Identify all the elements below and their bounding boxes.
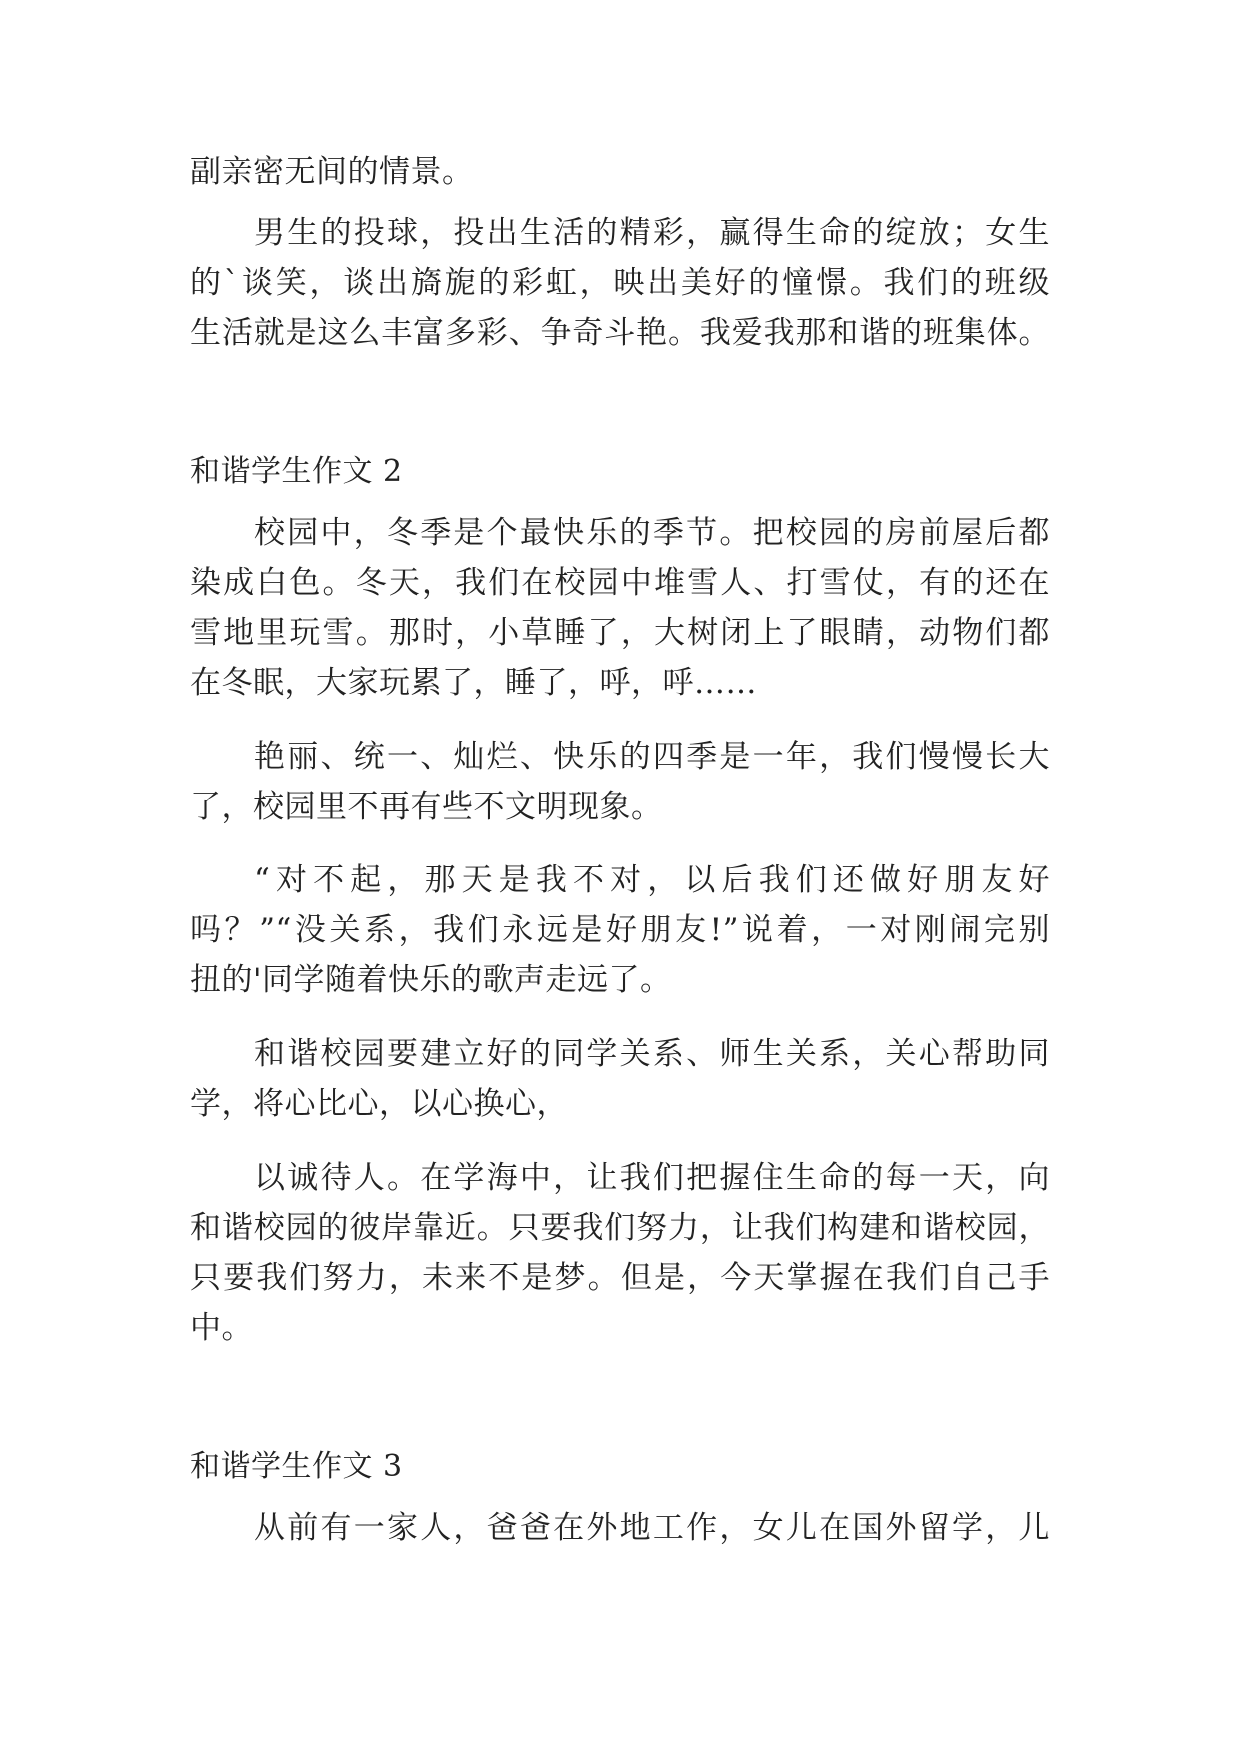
- text-line: 中。: [190, 1310, 253, 1346]
- paragraph-start-line: 以诚待人。在学海中，让我们把握住生命的每一天，向: [254, 1160, 1050, 1196]
- text-line: 学，将心比心，以心换心，: [190, 1086, 568, 1122]
- text-line: 生活就是这么丰富多彩、争奇斗艳。我爱我那和谐的班集体。: [190, 315, 1050, 351]
- text-line: 吗？”“没关系，我们永远是好朋友!”说着，一对刚闹完别: [190, 912, 1050, 948]
- paragraph-start-line: “对不起，那天是我不对，以后我们还做好朋友好: [254, 862, 1050, 898]
- text-line: 了，校园里不再有些不文明现象。: [190, 789, 663, 825]
- text-line: 的`谈笑，谈出旖旎的彩虹，映出美好的憧憬。我们的班级: [190, 265, 1050, 301]
- paragraph-start-line: 从前有一家人，爸爸在外地工作，女儿在国外留学，儿: [254, 1510, 1050, 1546]
- text-line: 只要我们努力，未来不是梦。但是，今天掌握在我们自己手: [190, 1260, 1050, 1296]
- text-line: 在冬眠，大家玩累了，睡了，呼，呼……: [190, 665, 757, 701]
- text-line: 副亲密无间的情景。: [190, 154, 474, 190]
- text-line: 染成白色。冬天，我们在校园中堆雪人、打雪仗，有的还在: [190, 565, 1050, 601]
- paragraph-start-line: 和谐校园要建立好的同学关系、师生关系，关心帮助同: [254, 1036, 1050, 1072]
- text-line: 雪地里玩雪。那时，小草睡了，大树闭上了眼睛，动物们都: [190, 615, 1050, 651]
- section-heading-2: 和谐学生作文 2: [190, 454, 403, 489]
- text-line: 和谐校园的彼岸靠近。只要我们努力，让我们构建和谐校园，: [190, 1210, 1050, 1246]
- paragraph-start-line: 男生的投球，投出生活的精彩，赢得生命的绽放；女生: [254, 215, 1050, 251]
- paragraph-start-line: 艳丽、统一、灿烂、快乐的四季是一年，我们慢慢长大: [254, 739, 1050, 775]
- text-line: 扭的'同学随着快乐的歌声走远了。: [190, 962, 672, 998]
- paragraph-start-line: 校园中，冬季是个最快乐的季节。把校园的房前屋后都: [254, 515, 1050, 551]
- section-heading-3: 和谐学生作文 3: [190, 1449, 403, 1484]
